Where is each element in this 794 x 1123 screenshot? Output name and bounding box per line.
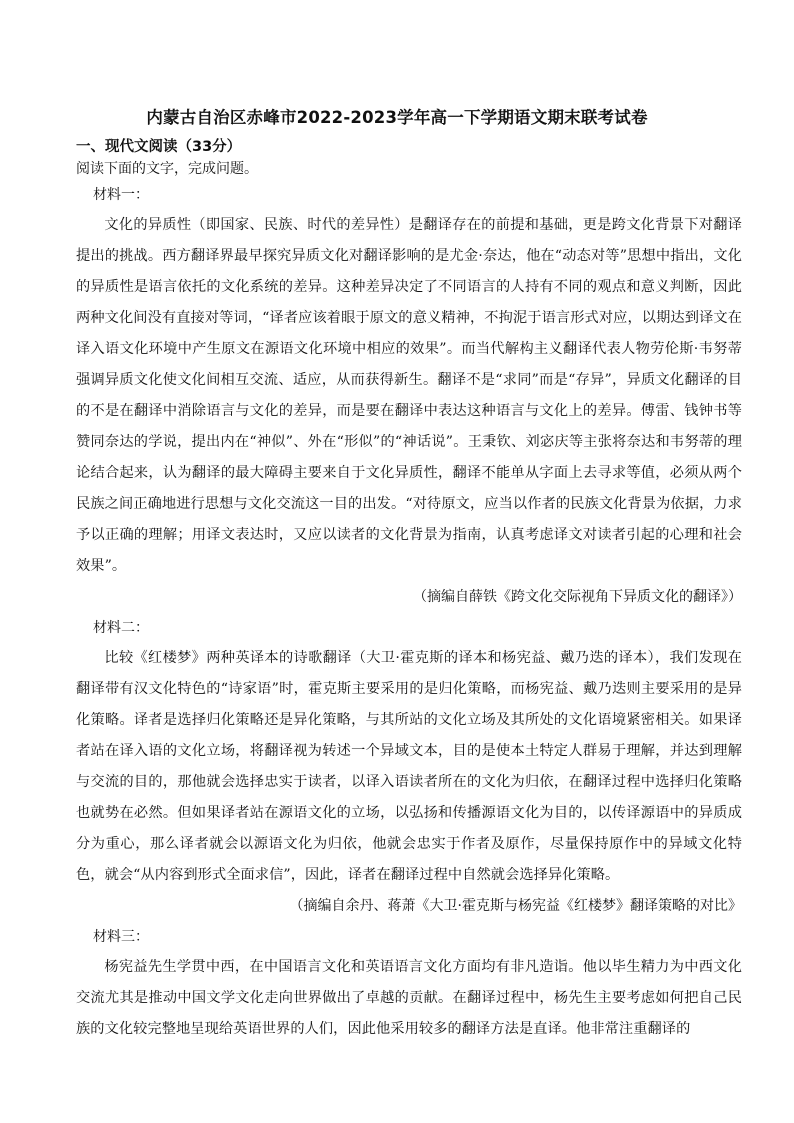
material2-label: 材料二： — [93, 620, 149, 636]
exam-title: 内蒙古自治区赤峰市2022-2023学年高一下学期语文期末联考试卷 — [146, 108, 648, 127]
section-heading: 一、现代文阅读（33分） — [76, 139, 242, 155]
section-instruction: 阅读下面的文字，完成问题。 — [76, 161, 258, 177]
material1-text: 文化的异质性（即国家、民族、时代的差异性）是翻译存在的前提和基础，更是跨文化背景下对翻译提出的挑战。西方翻译界最早探究异质文化对翻译影响的是尤金·奈达，他在“动态对等”思想中指出，文化的异质性是语言依托的文化系统的差异。这种差异决定了不同语言的人持有不同的观点和意义判断，因此两种文化间没有直接对等词，“译者应该着眼于原文的意义精神，不拘泥于语言形式对应，以期达到译文在译入语文化环境中产生原文在源语文化环境中相应的效果”。而当代解构主义翻译代表人物劳伦斯·韦努蒂强调异质文化使文化间相互交流、适应，从而获得新生。翻译不是“求同”而是“存异”，异质文化翻译的目的不是在翻译中消除语言与文化的差异，而是要在翻译中表达这种语言与文化上的差异。傅雷、钱钟书等赞同奈达的学说，提出内在“神似”、外在“形似”的“神话说”。王秉钦、刘宓庆等主张将奈达和韦努蒂的理论结合起来，认为翻译的最大障碍主要来自于文化异质性，翻译不能单从字面上去寻求等值，必须从两个民族之间正确地进行思想与文化交流这一目的出发。“对待原文，应当以作者的民族文化背景为依据，力求予以正确的理解；用译文表达时，又应以读者的文化背景为指南，认真考虑译文对读者引起的心理和社会效果”。 — [76, 217, 742, 574]
material1-source: （摘编自薛铁《跨文化交际视角下异质文化的翻译》） — [413, 589, 742, 605]
material3-text: 杨宪益先生学贯中西，在中国语言文化和英语语言文化方面均有非凡造诣。他以毕生精力为中西文化交流尤其是推动中国文学文化走向世界做出了卓越的贡献。在翻译过程中，杨先生主要考虑如何把自己民族的文化较完整地呈现给英语世界的人们，因此他采用较多的翻译方法是直译。他非常注重翻译的 — [76, 959, 742, 1037]
exam-content — [76, 136, 742, 1045]
material3-label: 材料三： — [93, 929, 149, 945]
material2-source: （摘编自余丹、蒋萧《大卫·霍克斯与杨宪益《红楼梦》翻译策略的对比》 — [289, 898, 742, 914]
material2-text: 比较《红楼梦》两种英译本的诗歌翻译（大卫·霍克斯的译本和杨宪益、戴乃迭的译本），我们发现在翻译带有汉文化特色的“诗家语”时，霍克斯主要采用的是归化策略，而杨宪益、戴乃迭则主要采用的是异化策略。译者是选择归化策略还是异化策略，与其所站的文化立场及其所处的文化语境紧密相关。如果译者站在译入语的文化立场，将翻译视为转述一个异域文本，目的是使本土特定人群易于理解，并达到理解与交流的目的，那他就会选择忠实于读者，以译入语读者所在的文化为归依，在翻译过程中选择归化策略也就势在必然。但如果译者站在源语文化的立场，以弘扬和传播源语文化为目的，以传译源语中的异质成分为重心，那么译者就会以源语文化为归依，他就会忠实于作者及原作，尽量保持原作中的异域文化特色，就会“从内容到形式全面求信”，因此，译者在翻译过程中自然就会选择异化策略。 — [76, 650, 742, 883]
material1-label: 材料一： — [93, 187, 149, 203]
